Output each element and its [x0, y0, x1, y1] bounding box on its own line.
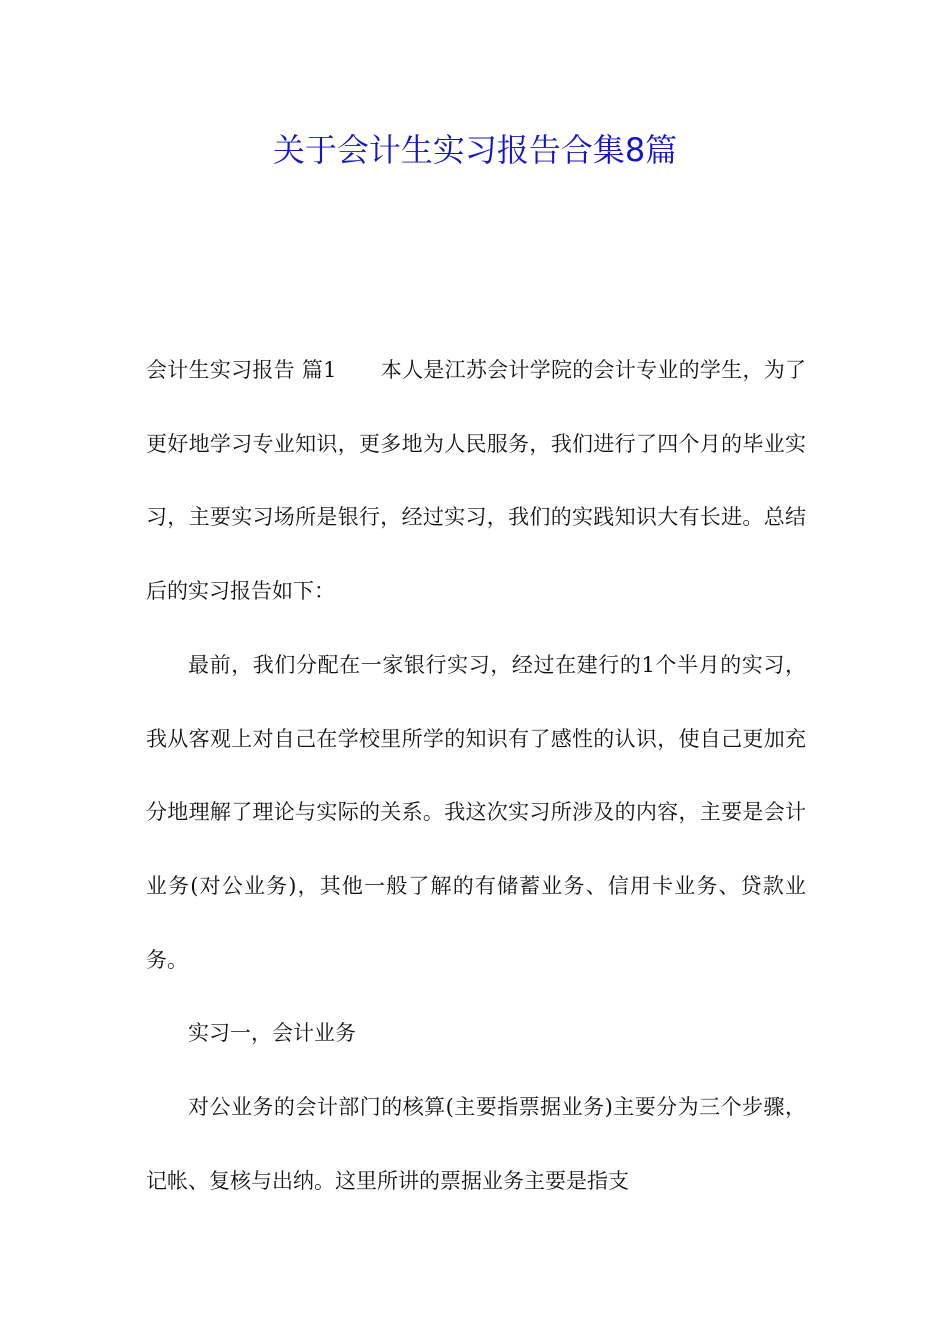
paragraph-accounting-business: 对公业务的会计部门的核算(主要指票据业务)主要分为三个步骤，记帐、复核与出纳。这里所讲的票据业务主要是指支	[146, 1095, 806, 1193]
paragraph-intro	[146, 334, 806, 629]
document-title: 关于会计生实习报告合集8篇	[272, 131, 678, 169]
section-heading-label: 会计生实习报告 篇1	[146, 358, 337, 382]
section-subheading-accounting: 实习一，会计业务	[188, 1021, 356, 1046]
paragraph-intro-text: 本人是江苏会计学院的会计专业的学生，为了更好地学习专业知识，更多地为人民服务，我们进行了四个月的毕业实习，主要实习场所是银行，经过实习，我们的实践知识大有长进。总结后的实习报告如下：	[146, 358, 806, 604]
document-body	[146, 334, 806, 1218]
paragraph-internship-overview: 最前，我们分配在一家银行实习，经过在建行的1个半月的实习，我从客观上对自己在学校里所学的知识有了感性的认识，使自己更加充分地理解了理论与实际的关系。我这次实习所涉及的内容，主要是会计业务(对公业务)，其他一般了解的有储蓄业务、信用卡业务、贷款业务。	[146, 652, 806, 972]
